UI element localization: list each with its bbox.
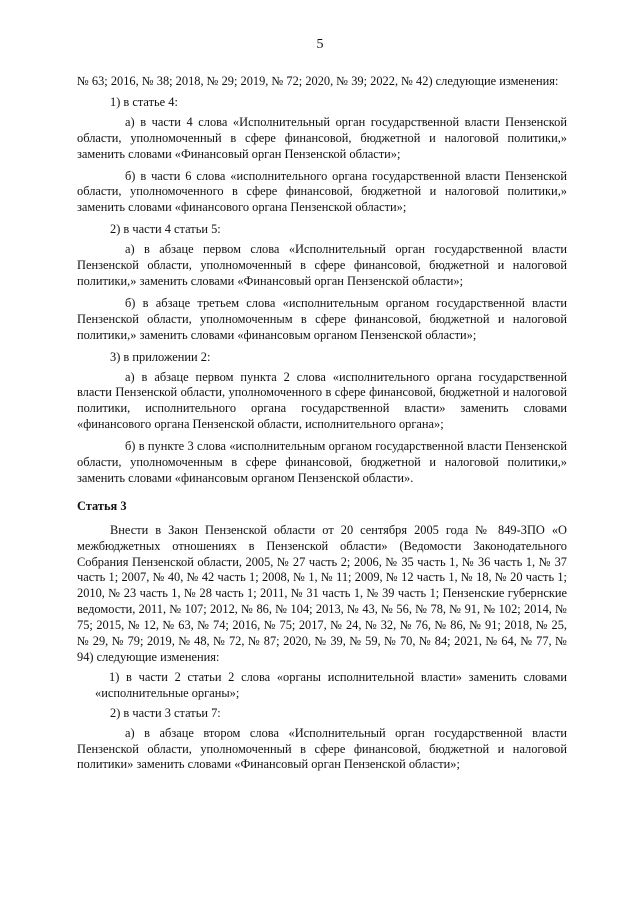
subitem-1b: б) в части 6 слова «исполнительного органа государственной власти Пензенской области, уполномоченного в сфере финансовой, бюджетной и налоговой политики,» заменить словами «финансового органа Пензенской области»;	[77, 168, 567, 215]
page-number: 5	[316, 37, 324, 52]
list-item-3: 3) в приложении 2:	[110, 349, 211, 364]
subitem-2b: б) в абзаце третьем слова «исполнительным органом государственной власти Пензенской области, уполномоченным в сфере финансовой, бюджетной и налоговой политики,» заменить словами «финансовым органом Пензенской области»;	[77, 295, 567, 342]
subitem-3a: а) в абзаце первом пункта 2 слова «исполнительного органа государственной власти Пензенской области, уполномоченного в сфере финансовой, бюджетной и налоговой политики, исполнительного органа государственной власти» заменить словами «финансового органа Пензенской области, исполнительного органа»;	[77, 369, 567, 432]
article3-item-1: 1) в части 2 статьи 2 слова «органы исполнительной власти» заменить словами «исполнительные органы»;	[95, 669, 567, 700]
list-item-1: 1) в статье 4:	[110, 94, 178, 109]
subitem-3b: б) в пункте 3 слова «исполнительным органом государственной власти Пензенской области, уполномоченным в сфере финансовой, бюджетной и налоговой политики,» заменить словами «финансовым органом Пензенской области».	[77, 439, 567, 485]
list-item-2: 2) в части 4 статьи 5:	[110, 222, 221, 237]
paragraph-intro: № 63; 2016, № 38; 2018, № 29; 2019, № 72; 2020, № 39; 2022, № 42) следующие изменения:	[77, 74, 559, 88]
article3-item-2: 2) в части 3 статьи 7:	[110, 705, 221, 720]
subitem-1a: а) в части 4 слова «Исполнительный орган государственной власти Пензенской области, уполномоченный в сфере финансовой, бюджетной и налоговой политики,» заменить словами «Финансовый орган Пензенской области»;	[77, 114, 567, 161]
article-body-paragraph: Внести в Закон Пензенской области от 20 сентября 2005 года № 849-ЗПО «О межбюджетных отношениях в Пензенской области» (Ведомости Законодательного Собрания Пензенской области, 2005, № 27 часть 2; 2006, № 35 часть 1, № 36 часть 1, № 37 часть 1; 2007, № 40, № 42 часть 1; 2008, № 1, № 11; 2009, № 12 часть 1, № 18, № 20 часть 1; 2010, № 23 часть 1, № 28 часть 1; 2011, № 31 часть 1, № 39 часть 1; Пензенские губернские ведомости, 2011, № 107; 2012, № 86, № 104; 2013, № 43, № 56, № 78, № 91, № 102; 2014, № 75; 2015, № 12, № 63, № 74; 2016, № 75; 2017, № 24, № 32, № 76, № 86, № 91; 2018, № 25, № 29, № 79; 2019, № 48, № 72, № 87; 2020, № 39, № 59, № 70, № 84; 2021, № 64, № 77, № 94) следующие изменения:	[77, 522, 567, 664]
article3-subitem-2a: а) в абзаце втором слова «Исполнительный орган государственной власти Пензенской области, уполномоченный в сфере финансовой, бюджетной и налоговой политики» заменить словами «Финансовый орган Пензенской области»;	[77, 725, 567, 772]
article-heading: Статья 3	[77, 498, 127, 513]
subitem-2a: а) в абзаце первом слова «Исполнительный орган государственной власти Пензенской области, уполномоченный в сфере финансовой, бюджетной и налоговой политики,» заменить словами «Финансовый орган Пензенской области»;	[77, 242, 567, 288]
document-body	[77, 74, 567, 779]
